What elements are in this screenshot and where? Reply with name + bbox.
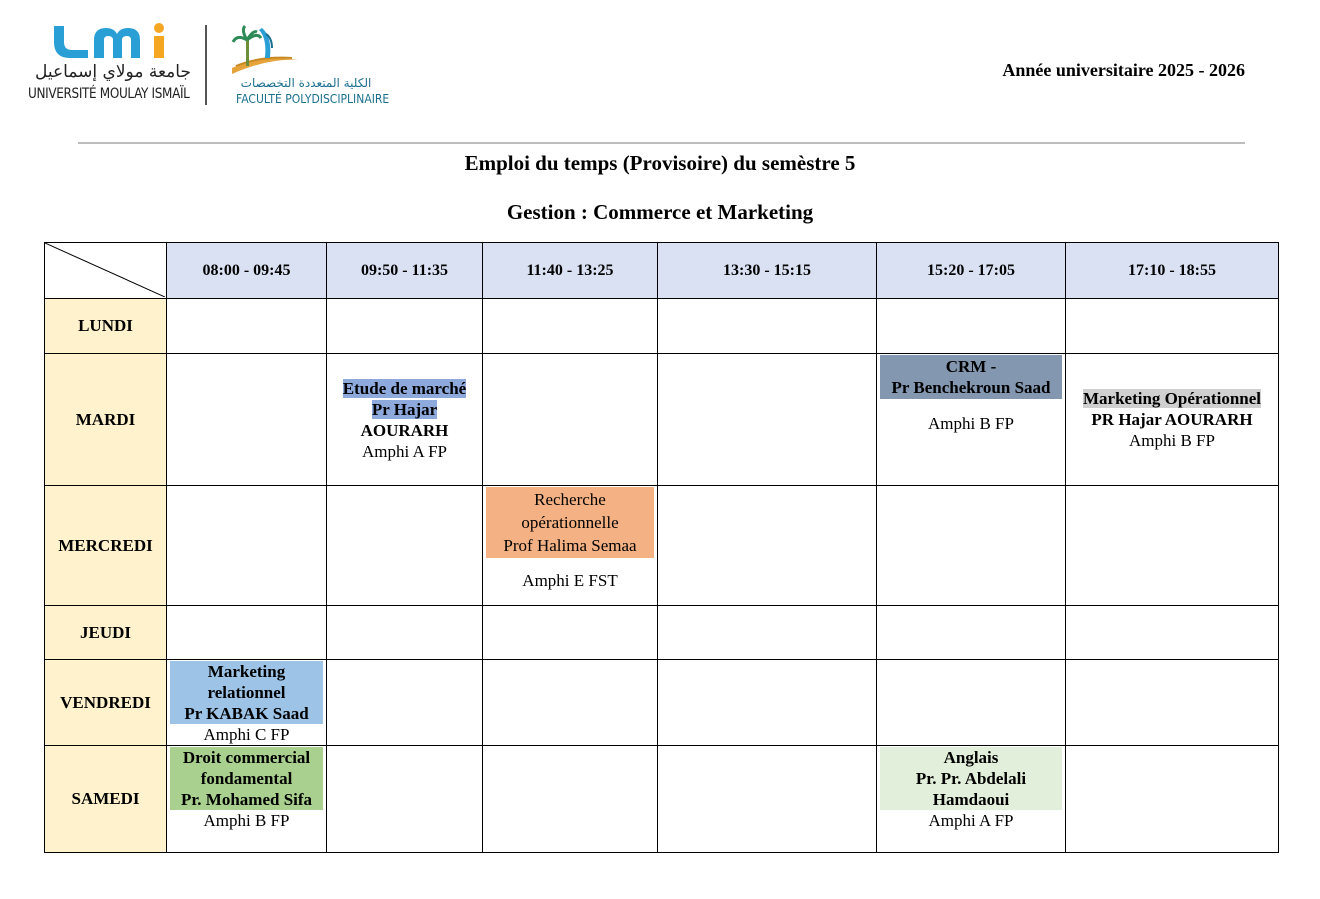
empty-cell (877, 606, 1066, 660)
course-recherche-operationnelle (483, 486, 658, 606)
empty-cell (483, 299, 658, 354)
row-vendredi (45, 660, 1279, 746)
course-professor: AOURARH (360, 420, 449, 440)
empty-cell (327, 660, 483, 746)
course-title: CRM - (945, 357, 997, 376)
day-label: VENDREDI (45, 660, 167, 746)
slot-header: 15:20 - 17:05 (877, 243, 1066, 299)
course-anglais (877, 746, 1066, 853)
corner-diagonal (45, 243, 165, 297)
slot-header: 11:40 - 13:25 (483, 243, 658, 299)
course-room: Amphi C FP (203, 725, 290, 744)
course-block (170, 661, 323, 724)
row-jeudi (45, 606, 1279, 660)
day-label: MARDI (45, 354, 167, 486)
slot-header: 08:00 - 09:45 (167, 243, 327, 299)
course-professor: Pr. Pr. Abdelali (915, 769, 1027, 788)
empty-cell (483, 606, 658, 660)
empty-cell (483, 354, 658, 486)
course-professor: Pr Hajar (371, 399, 438, 419)
course-title: relationnel (207, 683, 286, 702)
page-title: Emploi du temps (Provisoire) du semèstre 5 (464, 151, 856, 175)
day-label: LUNDI (45, 299, 167, 354)
slot-header: 13:30 - 15:15 (658, 243, 877, 299)
course-title: opérationnelle (521, 513, 619, 532)
course-room: Amphi B FP (1129, 431, 1215, 450)
course-room: Amphi E FST (522, 571, 618, 590)
empty-cell (1066, 606, 1279, 660)
course-etude-marche (327, 354, 483, 486)
empty-cell (327, 746, 483, 853)
empty-cell (1066, 660, 1279, 746)
course-marketing-operationnel (1066, 354, 1279, 486)
empty-cell (1066, 299, 1279, 354)
course-professor: Hamdaoui (932, 790, 1010, 809)
course-droit-commercial (167, 746, 327, 853)
empty-cell (877, 486, 1066, 606)
empty-cell (483, 660, 658, 746)
page-subtitle: Gestion : Commerce et Marketing (506, 200, 814, 224)
empty-cell (327, 486, 483, 606)
timetable-header-row (45, 243, 1279, 299)
row-mardi (45, 354, 1279, 486)
course-title: fondamental (200, 769, 293, 788)
course-room: Amphi A FP (928, 811, 1014, 830)
empty-cell (1066, 746, 1279, 853)
course-title: Marketing (207, 662, 286, 681)
fp-french-name: FACULTÉ POLYDISCIPLINAIRE (236, 92, 390, 106)
timetable (44, 242, 1279, 853)
course-block (170, 747, 323, 810)
course-room: Amphi A FP (361, 441, 448, 461)
empty-cell (327, 606, 483, 660)
header-rule (78, 142, 1245, 144)
empty-cell (877, 299, 1066, 354)
day-label: MERCREDI (45, 486, 167, 606)
empty-cell (167, 486, 327, 606)
row-samedi (45, 746, 1279, 853)
slot-header: 09:50 - 11:35 (327, 243, 483, 299)
empty-cell (327, 299, 483, 354)
course-room: Amphi B FP (928, 414, 1014, 433)
row-mercredi (45, 486, 1279, 606)
course-title: Droit commercial (182, 748, 311, 767)
course-professor: Pr KABAK Saad (184, 704, 309, 723)
course-professor: Prof Halima Semaa (503, 536, 637, 555)
fp-logo-icon (222, 22, 302, 74)
empty-cell (167, 606, 327, 660)
corner-cell (45, 243, 167, 299)
academic-year: Année universitaire 2025 - 2026 (1002, 60, 1245, 80)
course-professor: Pr. Mohamed Sifa (180, 790, 313, 809)
logo-divider (205, 25, 207, 105)
empty-cell (483, 746, 658, 853)
fp-logo (222, 22, 390, 108)
umi-logo-icon (50, 22, 170, 60)
empty-cell (167, 299, 327, 354)
course-marketing-relationnel (167, 660, 327, 746)
course-block (880, 355, 1062, 399)
course-block (486, 487, 654, 558)
course-professor: Pr Benchekroun Saad (891, 378, 1051, 397)
course-title: Etude de marché (342, 378, 467, 398)
umi-logo (28, 22, 198, 108)
empty-cell (877, 660, 1066, 746)
empty-cell (1066, 486, 1279, 606)
empty-cell (167, 354, 327, 486)
day-label: SAMEDI (45, 746, 167, 853)
course-block (880, 747, 1062, 810)
course-room: Amphi B FP (203, 811, 290, 830)
empty-cell (658, 660, 877, 746)
empty-cell (658, 606, 877, 660)
course-title: Recherche (534, 490, 606, 509)
empty-cell (658, 354, 877, 486)
course-title: Marketing Opérationnel (1082, 389, 1261, 408)
course-crm (877, 354, 1066, 486)
slot-header: 17:10 - 18:55 (1066, 243, 1279, 299)
row-lundi (45, 299, 1279, 354)
empty-cell (658, 299, 877, 354)
day-label: JEUDI (45, 606, 167, 660)
empty-cell (658, 746, 877, 853)
fp-arabic-name: الكلية المتعددة التخصصات (240, 76, 372, 90)
umi-french-name: UNIVERSITÉ MOULAY ISMAÏL (28, 86, 190, 102)
empty-cell (658, 486, 877, 606)
umi-arabic-name: جامعة مولاي إسماعيل (35, 62, 191, 82)
course-professor: PR Hajar AOURARH (1091, 410, 1253, 429)
course-title: Anglais (943, 748, 999, 767)
